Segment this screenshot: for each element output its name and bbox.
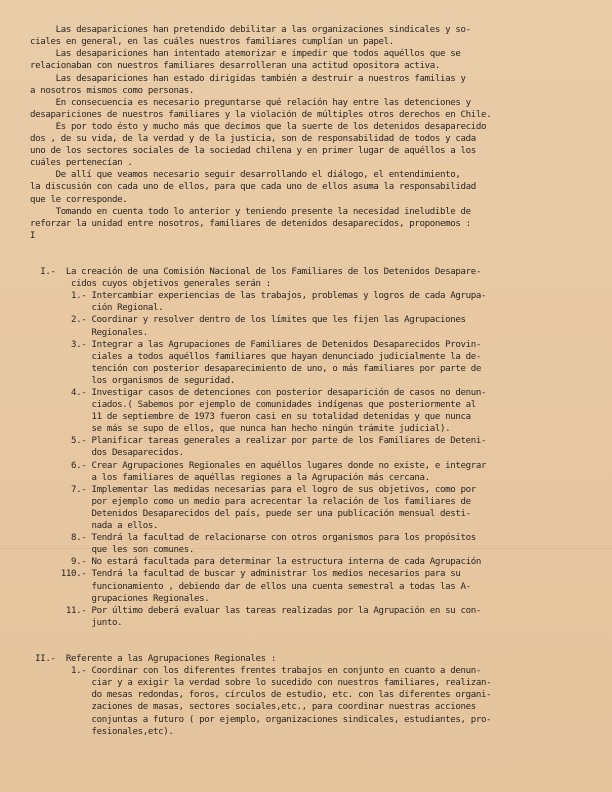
paragraphs-top-line: uno de los sectores sociales de la sociedad chilena y en primer lugar de aquéllos a los — [30, 146, 476, 157]
section-1-line: nada a ellos. — [30, 521, 159, 532]
section-1-line: por ejemplo como un medio para acrecentar la relación de los familiares de — [30, 496, 471, 507]
paper-fold-line — [0, 548, 612, 549]
section-1-line: dos Desaparecidos. — [30, 448, 184, 459]
section-1-line: 5.- Planificar tareas generales a realizar por parte de los Familiares de Deteni- — [30, 436, 487, 447]
section-1-line: 110.- Tendrá la facultad de buscar y administrar los medios necesarios para su — [30, 569, 461, 580]
section-1-line: se más se supo de ellos, que nunca han hecho ningún trámite judicial). — [30, 424, 451, 435]
paragraphs-top-line: ciales en general, en las cuáles nuestros familiares cumplían un papel. — [30, 37, 394, 48]
section-2-line: conjuntas a futuro ( por ejemplo, organizaciones sindicales, estudiantes, pro- — [30, 714, 492, 725]
paragraphs-top-line: Las desapariciones han estado dirigidas también a destruir a nuestros familias y — [30, 73, 466, 84]
section-1-line: los organismos de seguridad. — [30, 375, 235, 386]
section-1-line: 7.- Implementar las medidas necesarias para el logro de sus objetivos, como por — [30, 484, 476, 495]
section-1-line: 8.- Tendrá la facultad de relacionarse con otros organismos para los propósitos — [30, 533, 476, 544]
section-1-line: ción Regional. — [30, 303, 164, 314]
section-1-line: 11 de septiembre de 1973 fueron casi en su totalidad detenidas y que nunca — [30, 412, 471, 423]
section-1-line: 6.- Crear Agrupaciones Regionales en aquéllos lugares donde no existe, e integrar — [30, 460, 487, 471]
document-body — [30, 0, 590, 762]
section-2-line: zaciones de masas, sectores sociales,etc., para coordinar nuestras acciones — [30, 702, 476, 713]
intro-paragraphs — [30, 24, 590, 242]
paragraphs-top-line: Tomando en cuenta todo lo anterior y teniendo presente la necesidad ineludible de — [30, 206, 471, 217]
section-1-line: cidos cuyos objetivos generales serán : — [30, 279, 271, 290]
section-two — [30, 653, 590, 738]
section-one — [30, 266, 590, 629]
section-1-line: 4.- Investigar casos de detenciones con posterior desaparición de casos no denun- — [30, 388, 487, 398]
section-1-line: junto. — [30, 617, 123, 628]
paragraphs-top-line: Es por todo ésto y mucho más que decimos que la suerte de los detenidos desaparecido — [30, 121, 487, 132]
section-2-line: do mesas redondas, foros, círculos de estudio, etc. con las diferentes organi- — [30, 690, 492, 701]
section-1-line: 2.- Coordinar y resolver dentro de los límites que les fijen las Agrupaciones — [30, 315, 466, 326]
paragraphs-top-line: relacionaban con nuestros familiares desarrolleran una actitud opositora activa. — [30, 61, 440, 72]
section-2-line: ciar y a exigir la verdad sobre lo sucedido con nuestros familiares, realizan- — [30, 678, 492, 689]
paragraphs-top-line: que le corresponde. — [30, 194, 128, 205]
section-1-line: tención con posterior desaparecimiento de uno, o más familiares por parte de — [30, 363, 481, 374]
paragraphs-top-line: En consecuencia es necesario preguntarse qué relación hay entre las detenciones y — [30, 97, 471, 108]
section-1-line: 3.- Integrar a las Agrupaciones de Familiares de Detenidos Desaparecidos Provin- — [30, 339, 481, 350]
paragraphs-top-line: reforzar la unidad entre nosotros, familiares de detenidos desaparecidos, proponemos : — [30, 218, 471, 229]
section-1-line: grupaciones Regionales. — [30, 593, 210, 604]
section-1-line: funcionamiento , debiendo dar de ellos una cuenta semestral a todas las A- — [30, 581, 471, 592]
paragraphs-top-line: dos , de su vida, de la verdad y de la justicia, son de responsabilidad de todos y cada — [30, 134, 476, 145]
section-1-line: que les son comunes. — [30, 545, 194, 556]
section-2-line: fesionales,etc). — [30, 726, 174, 737]
section-2-line: II.- Referente a las Agrupaciones Regionales : — [30, 654, 276, 665]
section-1-line: 1.- Intercambiar experiencias de las trabajos, problemas y logros de cada Agrupa- — [30, 291, 487, 302]
section-1-line: I.- La creación de una Comisión Nacional de los Familiares de los Detenidos Desapare- — [30, 267, 481, 278]
paragraphs-top-line: I — [30, 230, 36, 241]
paragraphs-top-line: desapariciones de nuestros familiares y la violación de múltiples otros derechos en Chile. — [30, 109, 492, 120]
paragraphs-top-line: la discusión con cada uno de ellos, para que cada uno de ellos asuma la responsabilidad — [30, 182, 476, 193]
section-1-line: Detenidos Desaparecidos del país, puede ser una publicación mensual desti- — [30, 508, 471, 519]
section-1-line: 9.- No estará facultada para determinar la estructura interna de cada Agrupación — [30, 557, 481, 568]
paragraphs-top-line: Las desapariciones han pretendido debilitar a las organizaciones sindicales y so- — [30, 25, 471, 36]
section-1-line: 11.- Por último deberá evaluar las tareas realizadas por la Agrupación en su con- — [30, 605, 481, 616]
paragraphs-top-line: a nosotros mismos como personas. — [30, 85, 194, 96]
paragraphs-top-line: cuáles pertenecían . — [30, 158, 133, 169]
paragraphs-top-line: De allí que veamos necesario seguir desarrollando el diálogo, el entendimiento, — [30, 170, 461, 181]
section-1-line: a los familiares de aquéllas regiones a la Agrupación más cercana. — [30, 472, 430, 483]
section-2-line: 1.- Coordinar con los diferentes frentes trabajos en conjunto en cuanto a denun- — [30, 666, 481, 677]
section-1-line: Regionales. — [30, 327, 148, 338]
section-1-line: ciados.( Sabemos por ejemplo de comunidades indígenas que posteriormente al — [30, 400, 476, 411]
paragraphs-top-line: Las desapariciones han intentado atemorizar e impedir que todos aquéllos que se — [30, 49, 461, 60]
section-1-line: ciales a todos aquéllos familiares que hayan denunciado judicialmente la de- — [30, 351, 481, 362]
